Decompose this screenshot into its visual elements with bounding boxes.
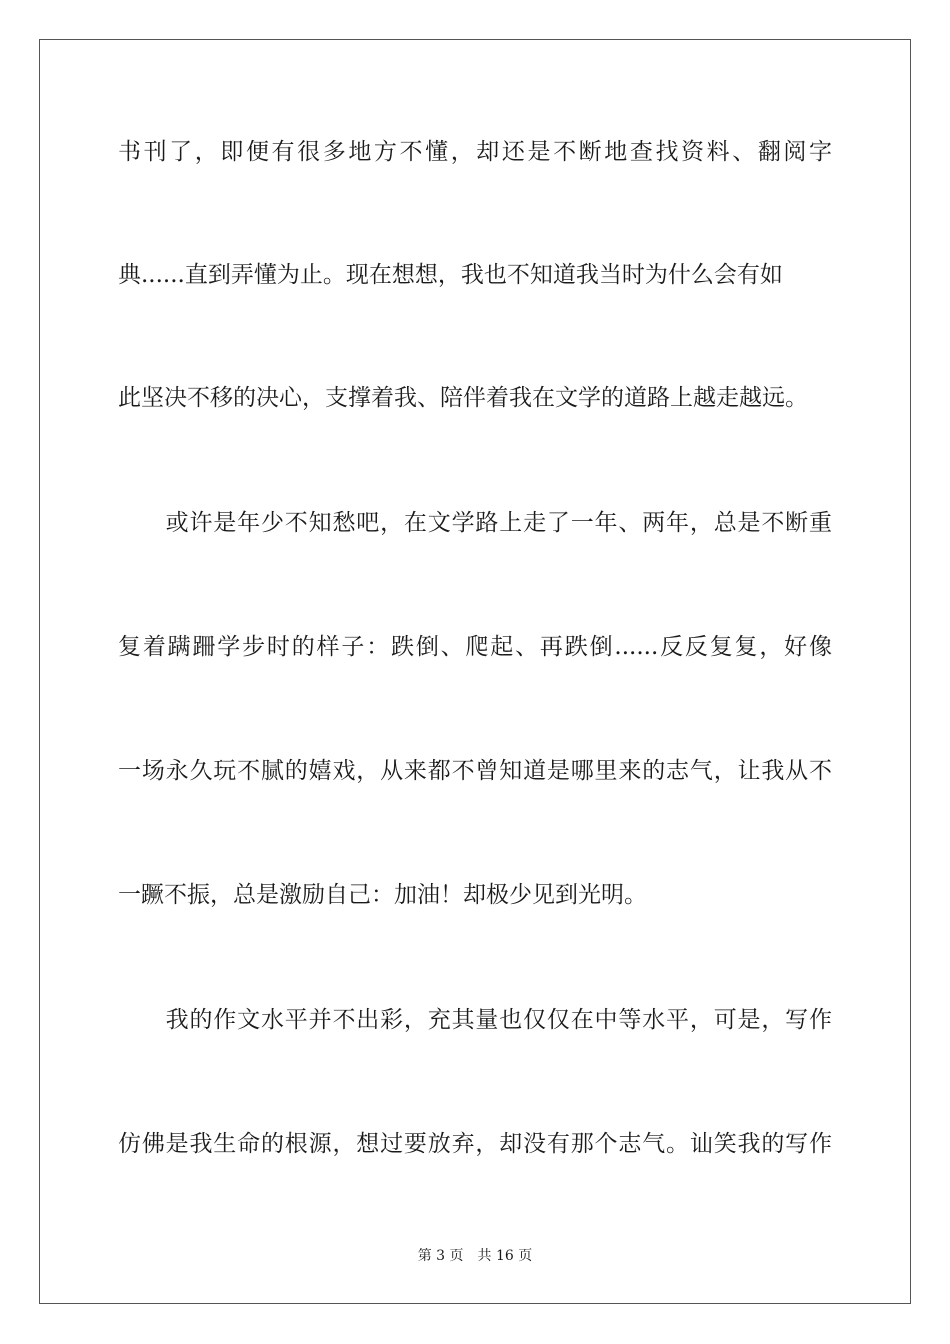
- page-number-footer: 第 3 页 共 16 页: [417, 1248, 533, 1264]
- text-line-1: 书刊了，即便有很多地方不懂，却还是不断地查找资料、翻阅字: [118, 139, 832, 165]
- text-line-5: 复着蹒跚学步时的样子：跌倒、爬起、再跌倒......反反复复，好像: [118, 634, 832, 660]
- text-line-8: 我的作文水平并不出彩，充其量也仅仅在中等水平，可是，写作: [118, 1007, 832, 1033]
- text-line-7: 一蹶不振，总是激励自己：加油！却极少见到光明。: [118, 882, 647, 908]
- text-line-9: 仿佛是我生命的根源，想过要放弃，却没有那个志气。讪笑我的写作: [118, 1131, 832, 1157]
- text-line-4: 或许是年少不知愁吧，在文学路上走了一年、两年，总是不断重: [118, 510, 832, 536]
- text-line-6: 一场永久玩不腻的嬉戏，从来都不曾知道是哪里来的志气，让我从不: [118, 758, 832, 784]
- text-line-2: 典......直到弄懂为止。现在想想，我也不知道我当时为什么会有如: [118, 262, 783, 288]
- text-line-3: 此坚决不移的决心，支撑着我、陪伴着我在文学的道路上越走越远。: [118, 385, 808, 411]
- page-border: [39, 39, 911, 1304]
